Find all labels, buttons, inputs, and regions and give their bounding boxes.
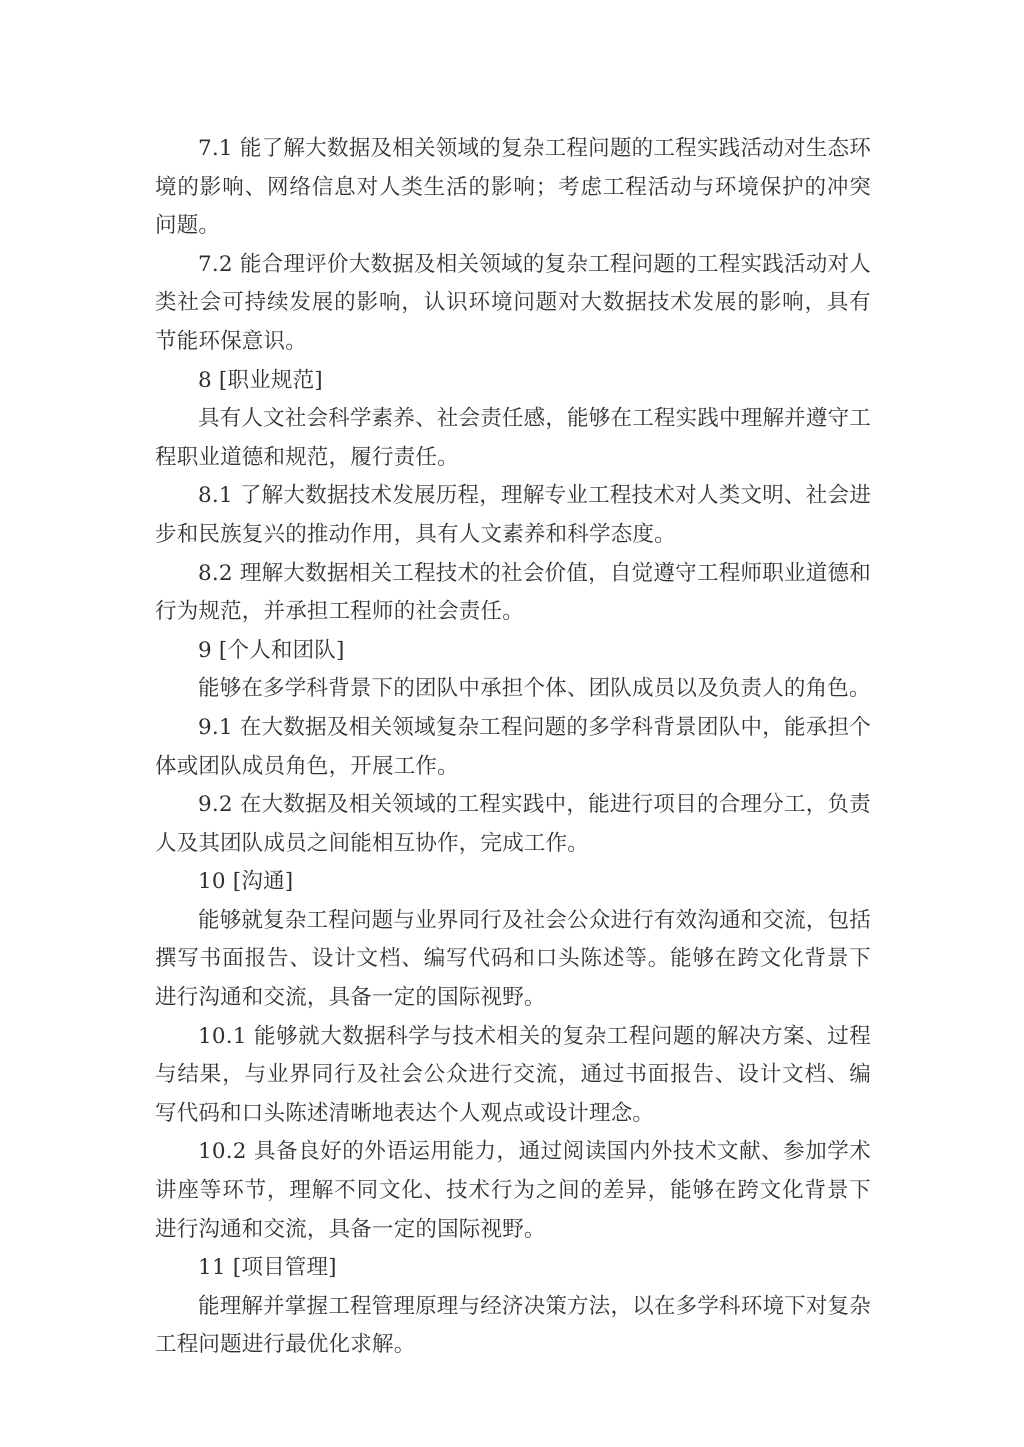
clause-8-1: 8.1 了解大数据技术发展历程，理解专业工程技术对人类文明、社会进步和民族复兴的推动作用，具有人文素养和科学态度。 xyxy=(155,483,871,547)
clause-10-2: 10.2 具备良好的外语运用能力，通过阅读国内外技术文献、参加学术讲座等环节，理解不同文化、技术行为之间的差异，能够在跨文化背景下进行沟通和交流，具备一定的国际视野。 xyxy=(155,1139,871,1242)
heading-8: 8 [职业规范] xyxy=(198,367,323,393)
clause-7-2: 7.2 能合理评价大数据及相关领域的复杂工程问题的工程实践活动对人类社会可持续发展的影响，认识环境问题对大数据技术发展的影响，具有节能环保意识。 xyxy=(155,251,871,354)
heading-9: 9 [个人和团队] xyxy=(198,637,345,663)
heading-11: 11 [项目管理] xyxy=(198,1255,337,1281)
document-text-block xyxy=(155,130,871,1365)
clause-10-1: 10.1 能够就大数据科学与技术相关的复杂工程问题的解决方案、过程与结果，与业界同行及社会公众进行交流，通过书面报告、设计文档、编写代码和口头陈述清晰地表达个人观点或设计理念。 xyxy=(155,1023,871,1126)
clause-8-intro: 具有人文社会科学素养、社会责任感，能够在工程实践中理解并遵守工程职业道德和规范，履行责任。 xyxy=(155,406,871,470)
heading-10: 10 [沟通] xyxy=(198,869,294,895)
clause-11-intro: 能理解并掌握工程管理原理与经济决策方法，以在多学科环境下对复杂工程问题进行最优化求解。 xyxy=(155,1293,871,1358)
clause-9-1: 9.1 在大数据及相关领域复杂工程问题的多学科背景团队中，能承担个体或团队成员角色，开展工作。 xyxy=(155,714,871,779)
clause-8-2: 8.2 理解大数据相关工程技术的社会价值，自觉遵守工程师职业道德和行为规范，并承担工程师的社会责任。 xyxy=(155,560,871,625)
clause-9-intro: 能够在多学科背景下的团队中承担个体、团队成员以及负责人的角色。 xyxy=(198,676,871,702)
clause-9-2: 9.2 在大数据及相关领域的工程实践中，能进行项目的合理分工，负责人及其团队成员之间能相互协作，完成工作。 xyxy=(155,792,871,856)
clause-7-1: 7.1 能了解大数据及相关领域的复杂工程问题的工程实践活动对生态环境的影响、网络信息对人类生活的影响；考虑工程活动与环境保护的冲突问题。 xyxy=(155,136,871,239)
clause-10-intro: 能够就复杂工程问题与业界同行及社会公众进行有效沟通和交流，包括撰写书面报告、设计文档、编写代码和口头陈述等。能够在跨文化背景下进行沟通和交流，具备一定的国际视野。 xyxy=(155,907,871,1011)
